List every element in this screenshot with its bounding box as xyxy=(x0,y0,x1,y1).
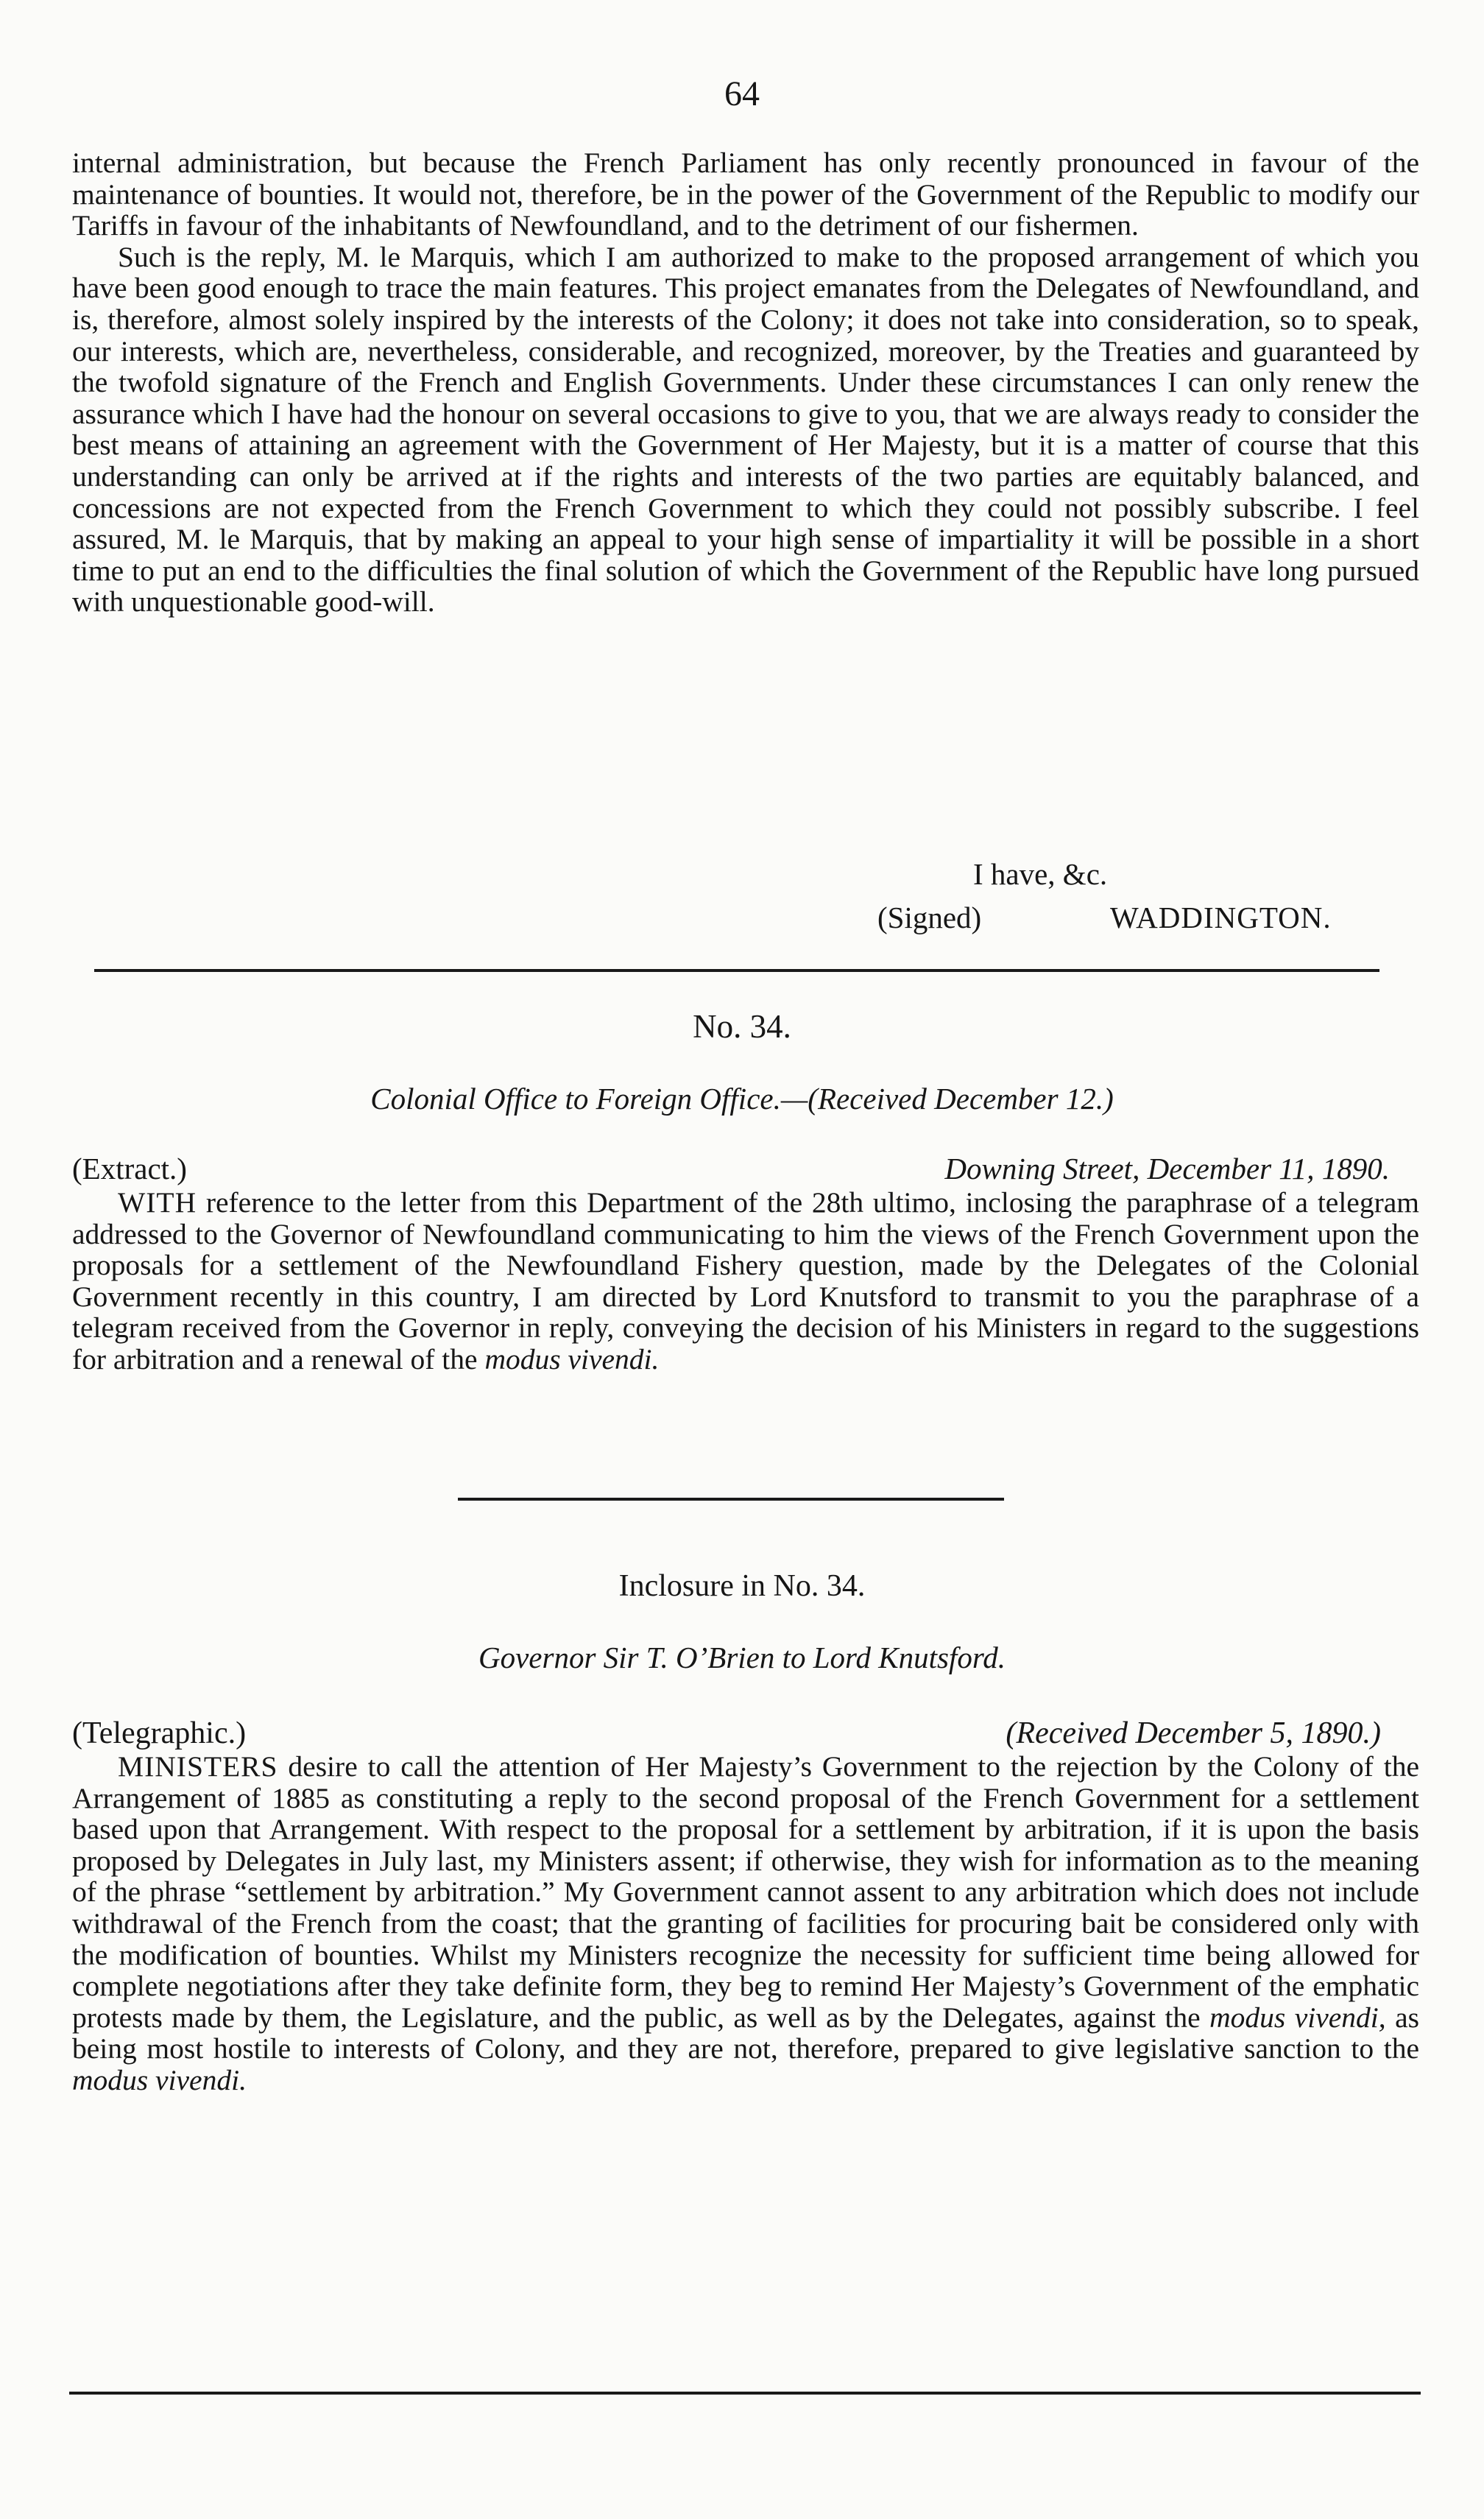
letter-continuation-paragraph: internal administration, but because the French Parliament has only recently pronounced in favour of the maintenance of bounties. It would not, therefore, be in the power of the Government of the Republic to modify our Tariffs in favour of the inhabitants of Newfoundland, and to the detriment of our fishermen. xyxy=(72,147,1419,242)
no34-body xyxy=(72,1187,1419,1375)
dateline: Downing Street, December 11, 1890. xyxy=(944,1152,1390,1185)
received-date: (Received December 5, 1890.) xyxy=(1006,1716,1381,1750)
inclosure-italic-phrase-2: modus vivendi. xyxy=(72,2063,247,2096)
letter-closing: I have, &c. xyxy=(973,857,1108,891)
inclosure-divider-rule xyxy=(458,1498,1004,1501)
signatory-name: WADDINGTON. xyxy=(1110,901,1332,934)
page-number: 64 xyxy=(724,74,760,113)
telegraphic-label: (Telegraphic.) xyxy=(72,1716,247,1750)
inclosure-text-part2: as being most hostile to interests of Colony, and they are not, therefore, prepared to give legislative sanction to the xyxy=(72,2001,1420,2065)
no34-italic-phrase: modus vivendi. xyxy=(484,1342,660,1375)
letter-paragraph: Such is the reply, M. le Marquis, which I am authorized to make to the proposed arrangement of which you have been good enough to trace the main features. This project emanates from the Delegates of Newfoundland, and is, therefore, almost solely inspired by the interests of the Colony; it does not take into consideration, so to speak, our interests, which are, nevertheless, considerable, and recognized, moreover, by the Treaties and guaranteed by the twofold signature of the French and English Governments. Under these circumstances I can only renew the assurance which I have had the honour on several occasions to give to you, that we are always ready to consider the best means of attaining an agreement with the Government of Her Majesty, but it is a matter of course that this understanding can only be arrived at if the rights and interests of the two parties are equitably balanced, and concessions are not expected from the French Government to which they could not possibly subscribe. I feel assured, M. le Marquis, that by making an appeal to your high sense of impartiality it will be possible in a short time to put an end to the difficulties the final solution of which the Government of the Republic have long pursued with unquestionable good-will. xyxy=(72,240,1419,619)
telegraphic-row xyxy=(72,1716,1390,1751)
signed-label: (Signed) xyxy=(877,901,982,934)
inclosure-paragraph xyxy=(72,1751,1419,2096)
inclosure-italic-phrase-1: modus vivendi, xyxy=(1209,2001,1386,2034)
no34-first-word: WITH xyxy=(118,1186,197,1219)
no34-text: reference to the letter from this Department of the 28th ultimo, inclosing the paraphrase of a telegram addressed to the Governor of Newfoundland communicating to him the views of the French Government upon the proposals for a settlement of the Newfoundland Fishery question, made by the Delegates of the Colonial Government recently in this country, I am directed by Lord Knutsford to transmit to you the paraphrase of a telegram received from the Governor in reply, conveying the decision of his Ministers in regard to the suggestions for arbitration and a renewal of the xyxy=(72,1186,1419,1375)
no34-paragraph xyxy=(72,1187,1419,1375)
inclosure-text-part1: desire to call the attention of Her Majesty’s Government to the rejection by the Colony of the Arrangement of 1885 as constituting a reply to the second proposal of the French Government for a settlement based upon that Arrangement. With respect to the proposal for a settlement by arbitration, if it is upon the basis proposed by Delegates in July last, my Ministers assent; if otherwise, they wish for information as to the meaning of the phrase “settlement by arbitration.” My Government cannot assent to any arbitration which does not include withdrawal of the French from the coast; that the granting of facilities for procuring bait be considered only with the modification of bounties. Whilst my Ministers recognize the necessity for sufficient time being allowed for complete negotiations after they take definite form, they beg to remind Her Majesty’s Government of the emphatic protests made by them, the Legislature, and the public, as well as by the Delegates, against the xyxy=(72,1750,1419,2034)
letter-body xyxy=(72,147,1419,618)
bottom-rule xyxy=(69,2392,1421,2395)
document-number-heading: No. 34. xyxy=(693,1008,791,1045)
inclosure-subheading: Governor Sir T. O’Brien to Lord Knutsford. xyxy=(478,1641,1006,1674)
inclosure-heading: Inclosure in No. 34. xyxy=(618,1569,866,1603)
section-divider-rule xyxy=(94,969,1379,972)
inclosure-first-word: MINISTERS xyxy=(118,1750,278,1783)
inclosure-body xyxy=(72,1751,1419,2096)
extract-row xyxy=(72,1151,1390,1186)
document-subheading: Colonial Office to Foreign Office.—(Received December 12.) xyxy=(370,1082,1114,1116)
extract-label: (Extract.) xyxy=(72,1152,187,1185)
